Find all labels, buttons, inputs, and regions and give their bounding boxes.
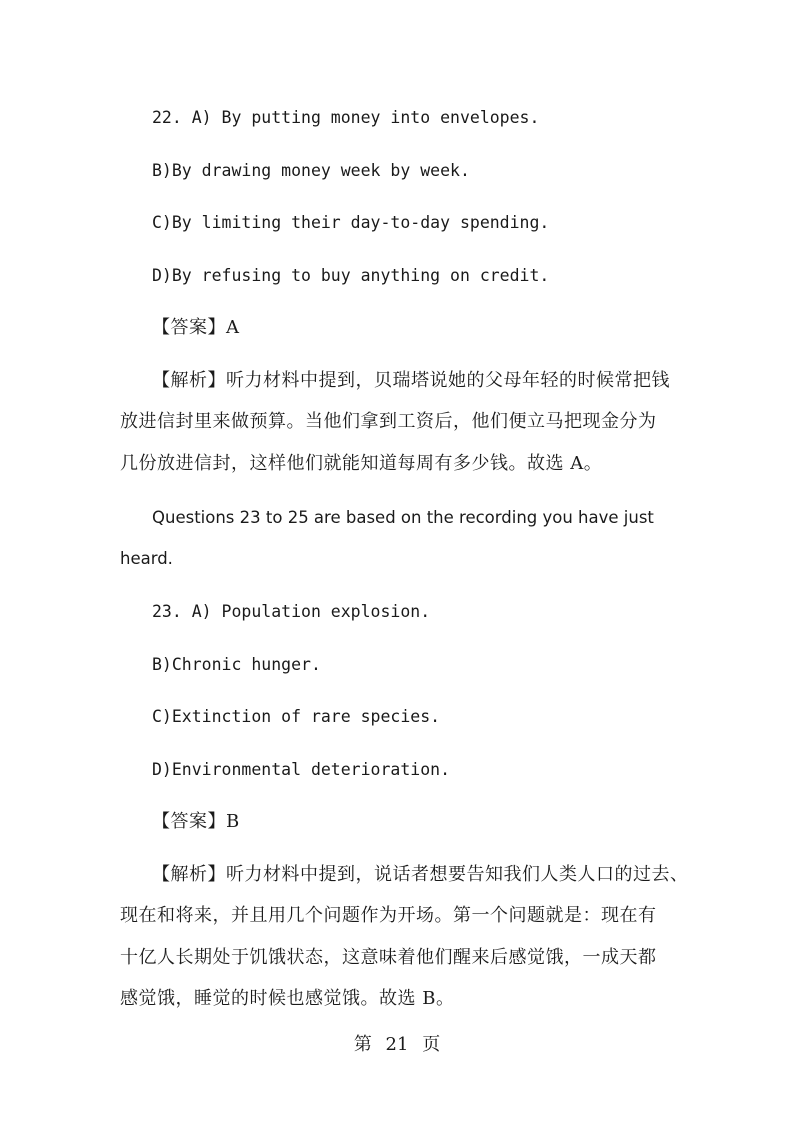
page-number: 21 [385,1034,409,1055]
q23-option-b: B)Chronic hunger. [152,655,321,674]
q23-analysis-line-2: 现在和将来，并且用几个问题作为开场。第一个问题就是：现在有 [120,905,657,926]
page-footer [0,1032,794,1058]
q23-option-a: 23. A) Population explosion. [152,602,431,621]
page-footer-suffix: 页 [422,1034,441,1055]
q23-answer: 【答案】B [152,811,240,832]
section-intro-line-1: Questions 23 to 25 are based on the recording you have just [152,508,654,527]
section-intro-line-2: heard. [120,549,173,568]
q22-analysis-line-2: 放进信封里来做预算。当他们拿到工资后，他们便立马把现金分为 [120,411,657,432]
q22-option-b: B)By drawing money week by week. [152,161,470,180]
q23-analysis-line-1: 【解析】听力材料中提到，说话者想要告知我们人类人口的过去、 [152,864,689,885]
q23-analysis-line-3: 十亿人长期处于饥饿状态，这意味着他们醒来后感觉饿，一成天都 [120,947,657,968]
q22-option-a: 22. A) By putting money into envelopes. [152,108,540,127]
q23-option-d: D)Environmental deterioration. [152,760,451,779]
q22-option-c: C)By limiting their day-to-day spending. [152,213,550,232]
q22-option-d: D)By refusing to buy anything on credit. [152,266,550,285]
page-footer-prefix: 第 [353,1034,372,1055]
q22-analysis-line-1: 【解析】听力材料中提到，贝瑞塔说她的父母年轻的时候常把钱 [152,370,670,391]
q23-option-c: C)Extinction of rare species. [152,707,441,726]
q22-analysis-line-3: 几份放进信封，这样他们就能知道每周有多少钱。故选 A。 [120,453,603,474]
q23-analysis-line-4: 感觉饿，睡觉的时候也感觉饿。故选 B。 [120,988,455,1009]
q22-answer: 【答案】A [152,317,240,338]
